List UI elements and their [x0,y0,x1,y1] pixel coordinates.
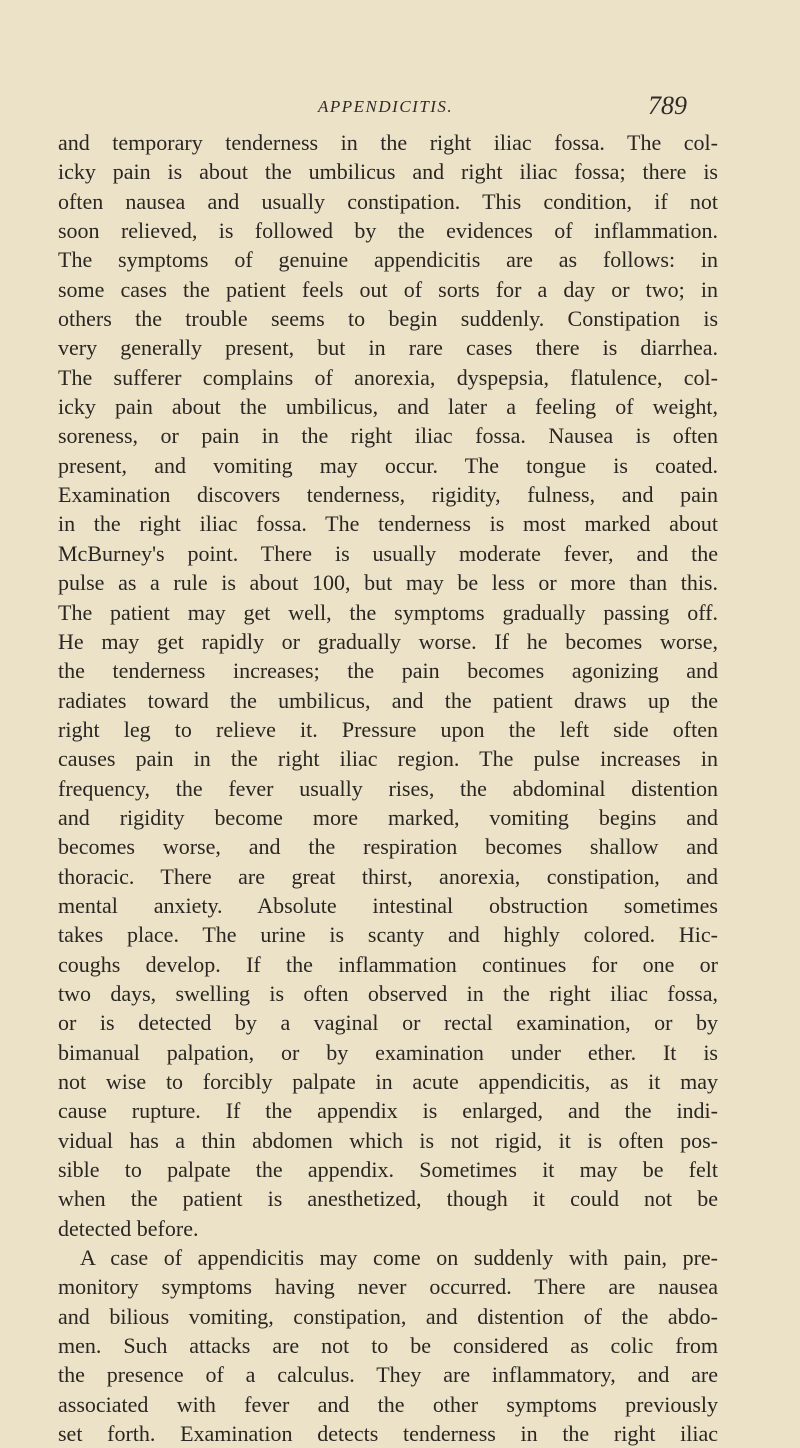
text-line: some cases the patient feels out of sorts for a day or two; in [58,276,718,302]
text-line: The sufferer complains of anorexia, dyspepsia, flatulence, col- [58,364,718,390]
body-text [58,128,718,1448]
text-line: set forth. Examination detects tenderness in the right iliac [58,1421,718,1447]
text-line: or is detected by a vaginal or rectal examination, or by [58,1010,718,1036]
text-line: present, and vomiting may occur. The tongue is coated. [58,452,718,478]
text-line: the tenderness increases; the pain becomes agonizing and [58,658,718,684]
text-line: often nausea and usually constipation. This condition, if not [58,188,718,214]
text-line: Examination discovers tenderness, rigidity, fulness, and pain [58,482,718,508]
text-line: He may get rapidly or gradually worse. If he becomes worse, [58,628,718,654]
text-line: bimanual palpation, or by examination under ether. It is [58,1039,718,1065]
text-line: associated with fever and the other symptoms previously [58,1391,718,1417]
text-line: not wise to forcibly palpate in acute appendicitis, as it may [58,1069,718,1094]
text-line: soon relieved, is followed by the evidences of inflammation. [58,218,718,244]
text-line: very generally present, but in rare cases there is diarrhea. [58,335,718,361]
page-number: 789 [648,91,687,120]
text-line: the presence of a calculus. They are inflammatory, and are [58,1362,718,1388]
text-line: frequency, the fever usually rises, the abdominal distention [58,775,718,801]
text-line: when the patient is anesthetized, though it could not be [58,1186,718,1212]
text-line: others the trouble seems to begin suddenly. Constipation is [58,306,718,332]
text-line: A case of appendicitis may come on suddenly with pain, pre- [80,1245,718,1271]
text-line: and rigidity become more marked, vomiting begins and [58,804,718,830]
text-line: icky pain about the umbilicus, and later a feeling of weight, [58,394,718,420]
text-line: pulse as a rule is about 100, but may be less or more than this. [58,570,718,596]
text-line: detected before. [58,1215,199,1241]
text-line: two days, swelling is often observed in the right iliac fossa, [58,980,718,1006]
text-line: right leg to relieve it. Pressure upon the left side often [58,716,718,742]
text-line: causes pain in the right iliac region. The pulse increases in [58,746,718,772]
text-line: thoracic. There are great thirst, anorexia, constipation, and [58,863,718,889]
text-line: and bilious vomiting, constipation, and distention of the abdo- [58,1303,718,1329]
text-line: sible to palpate the appendix. Sometimes it may be felt [58,1157,718,1183]
text-line: takes place. The urine is scanty and highly colored. Hic- [58,922,718,948]
running-title: APPENDICITIS. [318,97,454,116]
text-line: becomes worse, and the respiration becomes shallow and [58,834,718,860]
text-line: soreness, or pain in the right iliac fossa. Nausea is often [58,423,718,449]
text-line: in the right iliac fossa. The tenderness is most marked about [58,511,718,537]
text-line: mental anxiety. Absolute intestinal obstruction sometimes [58,892,718,918]
text-line: radiates toward the umbilicus, and the patient draws up the [58,687,718,713]
text-line: The patient may get well, the symptoms gradually passing off. [58,599,718,625]
text-line: coughs develop. If the inflammation continues for one or [58,951,718,977]
text-line: icky pain is about the umbilicus and right iliac fossa; there is [58,159,718,185]
text-line: The symptoms of genuine appendicitis are as follows: in [58,247,718,273]
text-line: and temporary tenderness in the right iliac fossa. The col- [58,130,718,155]
text-line: McBurney's point. There is usually moderate fever, and the [58,540,718,566]
text-line: men. Such attacks are not to be considered as colic from [58,1333,718,1359]
text-line: cause rupture. If the appendix is enlarged, and the indi- [58,1098,718,1124]
text-line: vidual has a thin abdomen which is not rigid, it is often pos- [58,1127,718,1153]
text-line: monitory symptoms having never occurred. There are nausea [58,1274,718,1300]
